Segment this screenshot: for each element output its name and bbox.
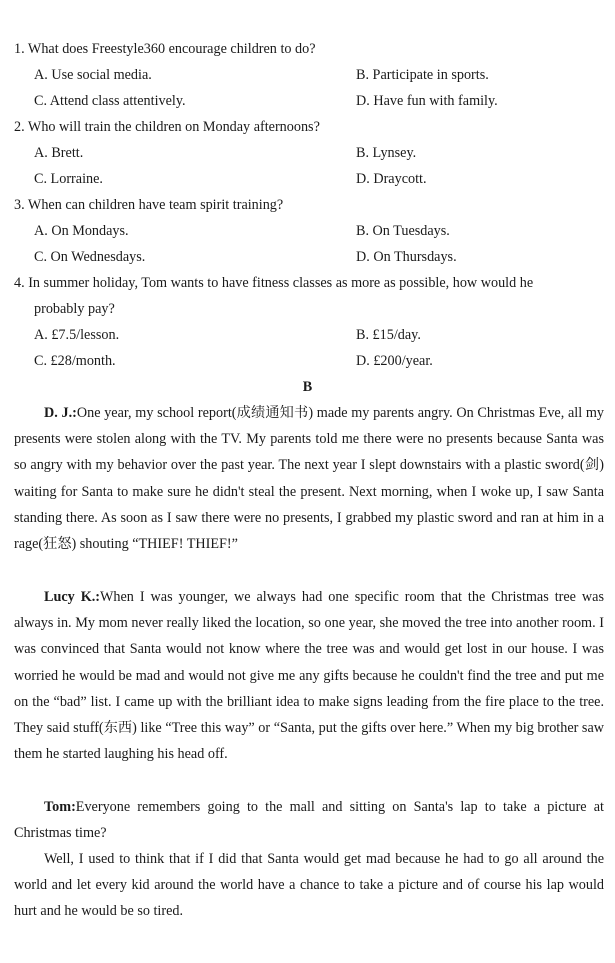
question-4-stem: 4. In summer holiday, Tom wants to have fitness classes as more as possible, how would he: [14, 275, 534, 291]
option-2a: A. Brett.: [34, 145, 84, 161]
question-4-options-row-2: [34, 352, 615, 370]
passage-tom-continued: [14, 846, 604, 925]
option-1c: C. Attend class attentively.: [34, 93, 186, 109]
passage-lucy-text: When I was younger, we always had one specific room that the Christmas tree was always in. My mom never really liked the location, so one year, she moved the tree into another room. I was convinced that Santa would not know where the tree was and would get lost in our house. I was worried he would be mad and would not give me any gifts because he couldn't find the tree and put me on the “bad” list. I came up with the brilliant idea to make signs leading from the fire place to the tree. They said stuff(东西) like “Tree this way” or “Santa, put the gifts over here.” When my big brother saw them he started laughing his head off.: [14, 589, 604, 763]
question-1-options-row-1: [34, 66, 615, 84]
passage-dj-text: One year, my school report(成绩通知书) made my parents angry. On Christmas Eve, all my presents were stolen along with the TV. My parents told me there were no presents because Santa was so angry with my behavior over the past year. The next year I slept downstairs with a plastic sword(剑) waiting for Santa to make sure he didn't steal the present. Next morning, when I woke up, I saw Santa standing there. As soon as I saw there were no presents, I grabbed my plastic sword and ran at him in a rage(狂怒) shouting “THIEF! THIEF!”: [14, 405, 604, 553]
option-3b: B. On Tuesdays.: [356, 223, 450, 239]
question-2-options-row-1: [34, 144, 615, 162]
option-2b: B. Lynsey.: [356, 145, 417, 161]
passage-tom-text: Everyone remembers going to the mall and sitting on Santa's lap to take a picture at Christmas time?: [14, 799, 604, 842]
option-1a: A. Use social media.: [34, 67, 152, 83]
passage-dj: [14, 400, 604, 557]
question-3-options-row-2: [34, 248, 615, 266]
option-4a: A. £7.5/lesson.: [34, 327, 120, 343]
question-3-stem: 3. When can children have team spirit training?: [14, 197, 284, 213]
section-b-heading: B: [302, 379, 313, 395]
passage-tom-continued-text: Well, I used to think that if I did that Santa would get mad because he had to go all around the world and let every kid around the world have a chance to take a picture and of course his lap would hurt and he would be so tired.: [14, 851, 604, 920]
question-4-options-row-1: [34, 326, 615, 344]
passage-lucy-author: Lucy K.:: [44, 589, 101, 605]
option-4c: C. £28/month.: [34, 353, 116, 369]
passage-tom-author: Tom:: [44, 799, 76, 815]
passage-lucy: [14, 584, 604, 767]
question-3-options-row-1: [34, 222, 615, 240]
option-2d: D. Draycott.: [356, 171, 427, 187]
option-1b: B. Participate in sports.: [356, 67, 489, 83]
question-2-stem: 2. Who will train the children on Monday afternoons?: [14, 119, 320, 135]
option-3c: C. On Wednesdays.: [34, 249, 146, 265]
question-1-options-row-2: [34, 92, 615, 110]
passage-dj-author: D. J.:: [44, 405, 77, 421]
question-2-options-row-2: [34, 170, 615, 188]
option-3d: D. On Thursdays.: [356, 249, 457, 265]
option-4b: B. £15/day.: [356, 327, 421, 343]
question-4-stem-continued: probably pay?: [34, 301, 115, 317]
passage-tom: [14, 794, 604, 846]
option-1d: D. Have fun with family.: [356, 93, 498, 109]
option-3a: A. On Mondays.: [34, 223, 129, 239]
question-1-stem: 1. What does Freestyle360 encourage children to do?: [14, 41, 316, 57]
option-2c: C. Lorraine.: [34, 171, 103, 187]
option-4d: D. £200/year.: [356, 353, 433, 369]
